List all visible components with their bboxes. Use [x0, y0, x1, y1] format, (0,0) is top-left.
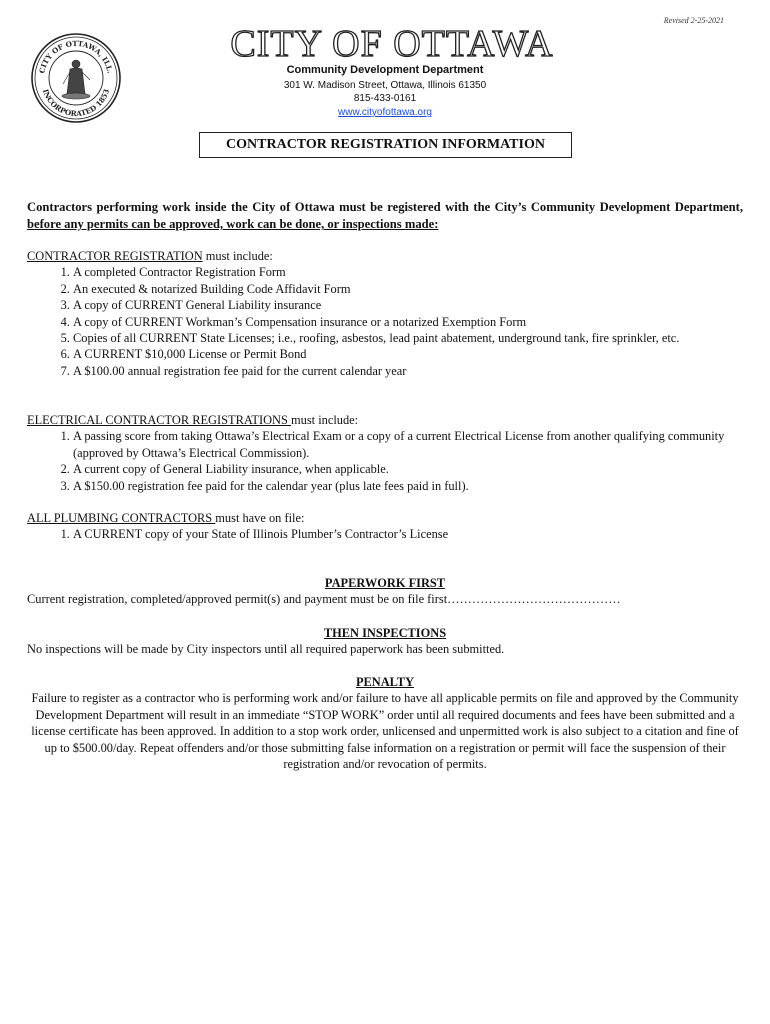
then-inspections-section — [27, 625, 743, 658]
department-name: Community Development Department — [286, 64, 484, 76]
plumbing-section — [27, 510, 743, 543]
contractor-registration-section — [27, 248, 743, 379]
seal-bottom-text: INCORPORATED 1853 — [40, 87, 112, 119]
revised-date: Revised 2-25-2021 — [663, 16, 724, 25]
intro-text: Contractors performing work inside the City of Ottawa must be registered with the City’s Community Development Department, — [27, 200, 743, 214]
intro-paragraph — [27, 199, 743, 233]
contractor-registration-heading: CONTRACTOR REGISTRATION — [27, 249, 203, 263]
electrical-heading-rest: must include: — [291, 413, 359, 427]
wordmark-text: CITY OF OTTAWA — [230, 23, 554, 62]
list-item: 2. A current copy of General Liability insurance, when applicable. — [73, 461, 743, 477]
plumbing-heading: ALL PLUMBING CONTRACTORS — [27, 511, 216, 525]
then-inspections-title: THEN INSPECTIONS — [323, 626, 447, 640]
department-phone: 815-433-0161 — [353, 93, 417, 104]
list-item: 3. A $150.00 registration fee paid for the calendar year (plus late fees paid in full). — [73, 478, 743, 494]
page-title: CONTRACTOR REGISTRATION INFORMATION — [199, 132, 572, 158]
intro-underlined: before any permits can be approved, work can be done, or inspections made: — [27, 217, 439, 231]
then-inspections-text: No inspections will be made by City inspectors until all required paperwork has been submitted. — [27, 642, 505, 657]
penalty-title: PENALTY — [355, 675, 415, 689]
penalty-text: Failure to register as a contractor who is performing work and/or failure to have all applicable permits on file and approved by the Community Development Department will result in an immediate “STOP WORK” order until all required documents and fees have been submitted and a license certificate has been approved. In addition to a stop work order, unlicensed and unpermitted work is also subject to a citation and fine of up to $500.00/day. Repeat offenders and/or those submitting false information on a registration or permit will face the suspension of their registration and/or revocation of permits. — [31, 691, 739, 772]
contractor-registration-heading-rest: must include: — [202, 249, 273, 263]
plumbing-heading-rest: must have on file: — [215, 511, 305, 525]
list-item: 1. A completed Contractor Registration Form — [73, 264, 743, 280]
city-of-ottawa-wordmark — [222, 22, 562, 62]
electrical-section — [27, 412, 743, 494]
list-item: 1. A CURRENT copy of your State of Illinois Plumber’s Contractor’s License — [73, 526, 743, 542]
electrical-heading: ELECTRICAL CONTRACTOR REGISTRATIONS — [27, 413, 291, 427]
website-link[interactable]: www.cityofottawa.org — [338, 107, 432, 118]
contractor-registration-list — [27, 264, 743, 379]
penalty-section — [27, 674, 743, 772]
paperwork-first-section — [27, 575, 743, 608]
paperwork-first-text: Current registration, completed/approved permit(s) and payment must be on file first…………………………………… — [27, 592, 621, 607]
list-item: 4. A copy of CURRENT Workman’s Compensation insurance or a notarized Exemption Form — [73, 314, 743, 330]
list-item: 6. A CURRENT $10,000 License or Permit Bond — [73, 346, 743, 362]
list-item: 2. An executed & notarized Building Code Affidavit Form — [73, 281, 743, 297]
list-item: 7. A $100.00 annual registration fee paid for the current calendar year — [73, 363, 743, 379]
department-address: 301 W. Madison Street, Ottawa, Illinois 61350 — [283, 80, 487, 91]
list-item: 3. A copy of CURRENT General Liability insurance — [73, 297, 743, 313]
list-item: 5. Copies of all CURRENT State Licenses; i.e., roofing, asbestos, lead paint abatement, underground tank, fire sprinkler, etc. — [73, 330, 743, 346]
electrical-list — [27, 428, 743, 494]
paperwork-first-title: PAPERWORK FIRST — [324, 576, 446, 590]
list-item: 1. A passing score from taking Ottawa’s Electrical Exam or a copy of a current Electrical License from another qualifying community (approved by Ottawa’s Electrical Commission). — [73, 428, 743, 461]
seal-top-text: CITY OF OTTAWA, ILL. — [37, 38, 115, 75]
plumbing-list — [27, 526, 743, 542]
